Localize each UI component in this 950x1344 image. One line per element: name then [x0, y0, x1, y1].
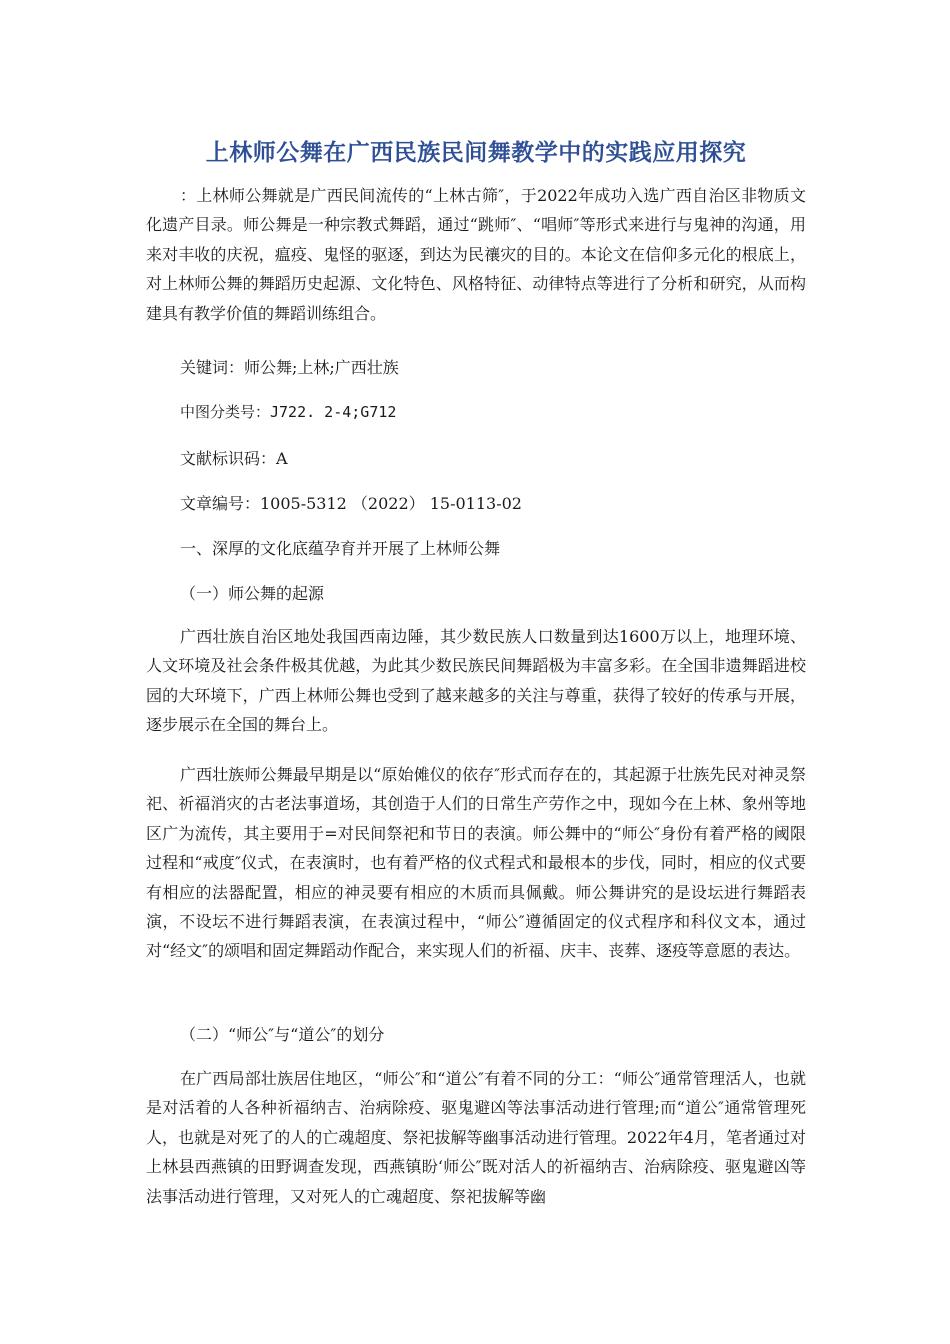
clc-number: 中图分类号：J722. 2-4;G712 [180, 403, 397, 421]
body-paragraph-1: 广西壮族自治区地处我国西南边陲，其少数民族人口数量到达1600万以上，地理环境、人文环境及社会条件极其优越，为此其少数民族民间舞蹈极为丰富多彩。在全国非遗舞蹈进校园的大环境下，广西上林师公舞也受到了越来越多的关注与尊重，获得了较好的传承与开展，逐步展示在全国的舞台上。 [146, 627, 806, 735]
subsection-heading-2: （二）“师公″与“道公″的划分 [180, 1025, 385, 1044]
keywords: 关键词：师公舞;上林;广西壮族 [180, 358, 399, 377]
paper-title: 上林师公舞在广西民族民间舞教学中的实践应用探究 [205, 140, 747, 166]
abstract: ：上林师公舞就是广西民间流传的“上林古筛″，于2022年成功入选广西自治区非物质文化遗产目录。师公舞是一种宗教式舞蹈，通过“跳师″、“唱师″等形式来进行与鬼神的沟通，用来对丰收的庆祝，瘟疫、鬼怪的驱逐，到达为民禳灾的目的。本论文在信仰多元化的根底上，对上林师公舞的舞蹈历史起源、文化特色、风格特征、动律特点等进行了分析和研究，从而构建具有教学价值的舞蹈训练组合。 [146, 186, 806, 323]
body-paragraph-2: 广西壮族师公舞最早期是以“原始傩仪的依存″形式而存在的，其起源于壮族先民对神灵祭祀、祈福消灾的古老法事道场，其创造于人们的日常生产劳作之中，现如今在上林、象州等地区广为流传，其主要用于=对民间祭祀和节日的表演。师公舞中的“师公″身份有着严格的阈限过程和“戒度″仪式，在表演时，也有着严格的仪式程式和最根本的步伐，同时，相应的仪式要有相应的法器配置，相应的神灵要有相应的木质而具佩戴。师公舞讲究的是设坛进行舞蹈表演，不设坛不进行舞蹈表演，在表演过程中，“师公″遵循固定的仪式程序和科仪文本，通过对“经文″的颂唱和固定舞蹈动作配合，来实现人们的祈福、庆丰、丧葬、逐疫等意愿的表达。 [146, 765, 806, 961]
subsection-heading-1: （一）师公舞的起源 [180, 584, 325, 603]
body-paragraph-3: 在广西局部壮族居住地区，“师公″和“道公″有着不同的分工：“师公″通常管理活人，也就是对活着的人各种祈福纳吉、治病除疫、驱鬼避凶等法事活动进行管理;而“道公″通常管理死人，也就是对死了的人的亡魂超度、祭祀拔解等幽事活动进行管理。2022年4月，笔者通过对上林县西燕镇的田野调查发现，西燕镇盼‘师公″既对活人的祈福纳吉、治病除疫、驱鬼避凶等法事活动进行管理，又对死人的亡魂超度、祭祀拔解等幽 [146, 1069, 806, 1206]
section-heading-1: 一、深厚的文化底蕴孕育并开展了上林师公舞 [180, 539, 501, 558]
document-code: 文献标识码：A [180, 449, 288, 468]
article-number: 文章编号：1005-5312 （2022） 15-0113-02 [180, 494, 522, 513]
